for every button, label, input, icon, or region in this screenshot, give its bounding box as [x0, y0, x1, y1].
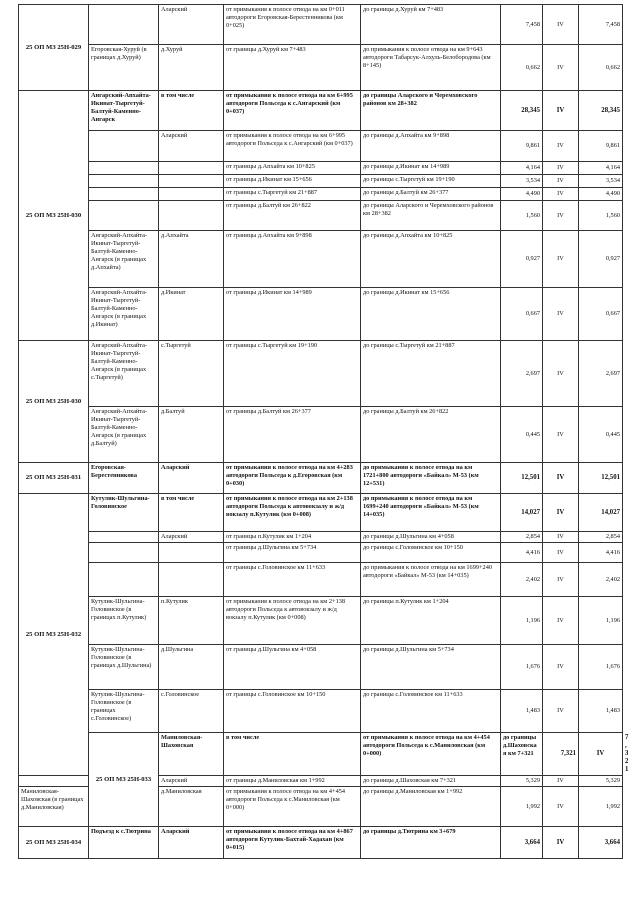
length-total-cell: 0,662	[579, 45, 623, 91]
district-cell: с.Головинское	[159, 690, 224, 733]
end-point-cell: до границы д.Шаховская км 7+321	[361, 776, 501, 787]
end-point-cell: до границы с.Тыргетуй км 21+887	[361, 341, 501, 407]
length-total-cell: 3,664	[579, 827, 623, 859]
length-total-cell: 0,927	[579, 231, 623, 288]
category-cell: IV	[543, 288, 579, 341]
district-cell: Аларский	[159, 463, 224, 494]
length-km-cell: 2,402	[501, 563, 543, 597]
table-row	[19, 45, 623, 91]
district-cell: Аларский	[159, 131, 224, 162]
road-name-cell: Ангарский-Апхайта-Икинат-Тыргетуй-Балтуй-Каменно-Ангарск (в границах д.Икинат)	[89, 288, 159, 341]
road-name-cell	[89, 175, 159, 188]
table-row	[19, 91, 623, 131]
category-cell: IV	[543, 407, 579, 463]
table-row	[19, 341, 623, 407]
road-code-cell: 25 ОП МЗ 25Н-033	[89, 733, 159, 827]
start-point-cell: от границы с.Головинское км 10+150	[224, 690, 361, 733]
length-total-cell: 0,445	[579, 407, 623, 463]
length-km-cell: 5,329	[501, 776, 543, 787]
district-cell: Аларский	[159, 532, 224, 543]
category-cell: IV	[543, 532, 579, 543]
length-total-cell: 1,992	[579, 787, 623, 827]
start-point-cell: от границы с.Тыргетуй км 19+190	[224, 341, 361, 407]
category-cell: IV	[543, 597, 579, 645]
road-name-cell: Ангарский-Апхайта-Икинат-Тыргетуй-Балтуй-Каменно-Ангарск (в границах с.Тыргетуй)	[89, 341, 159, 407]
category-cell: IV	[543, 91, 579, 131]
category-cell: IV	[543, 45, 579, 91]
table-row	[19, 543, 623, 563]
road-name-cell	[89, 543, 159, 563]
road-name-cell	[19, 776, 89, 787]
end-point-cell: до примыкания к полосе отвода на км 1721+800 автодороги «Байкал» М-53 (км 12+531)	[361, 463, 501, 494]
end-point-cell: до границы с.Головинское км 11+633	[361, 690, 501, 733]
table-row	[19, 690, 623, 733]
district-cell	[159, 543, 224, 563]
table-row	[19, 188, 623, 201]
table-row	[19, 532, 623, 543]
category-cell: IV	[543, 827, 579, 859]
end-point-cell: до границы д.Икинат км 14+989	[361, 162, 501, 175]
category-cell: IV	[543, 787, 579, 827]
road-name-cell: Кутулик-Шульгина-Головинское (в границах п.Кутулик)	[89, 597, 159, 645]
length-total-cell: 4,164	[579, 162, 623, 175]
road-code-cell: 25 ОП МЗ 25Н-030	[19, 91, 89, 341]
start-point-cell: от границы д.Маниловская км 1+992	[224, 776, 361, 787]
road-code-cell: 25 ОП МЗ 25Н-034	[19, 827, 89, 859]
start-point-cell: от примыкания к полосе отвода на км 4+283 автодороги Польседа к д.Егоровская (км 0+030)	[224, 463, 361, 494]
length-km-cell: 7,321	[543, 733, 579, 776]
table-row	[19, 162, 623, 175]
district-cell: п.Кутулик	[159, 597, 224, 645]
table-row	[19, 5, 623, 45]
end-point-cell: до границы Аларского и Черемховского районов км 28+382	[361, 91, 501, 131]
end-point-cell: до границы д.Апхайта км 10+825	[361, 231, 501, 288]
district-cell	[159, 175, 224, 188]
road-name-cell: Ангарский-Апхайта-Икинат-Тыргетуй-Балтуй-Каменно-Ангарск	[89, 91, 159, 131]
district-cell: Аларский	[159, 5, 224, 45]
district-cell	[159, 188, 224, 201]
table-row	[19, 175, 623, 188]
road-name-cell: Ангарский-Апхайта-Икинат-Тыргетуй-Балтуй-Каменно-Ангарск (в границах д.Апхайта)	[89, 231, 159, 288]
road-name-cell: Кутулик-Шульгина-Головинское (в границах с.Головинское)	[89, 690, 159, 733]
district-cell: Аларский	[159, 827, 224, 859]
district-cell: д.Икинат	[159, 288, 224, 341]
end-point-cell: до границы п.Кутулик км 1+204	[361, 597, 501, 645]
road-name-cell: Маниловская-Шаховская (в границах д.Маниловская)	[19, 787, 89, 827]
start-point-cell: от границы д.Шульгина км 5+734	[224, 543, 361, 563]
district-cell: в том числе	[224, 733, 361, 776]
road-name-cell: Кутулик-Шульгина-Головинское (в границах д.Шульгина)	[89, 645, 159, 690]
end-point-cell: до границы д.Балтуй км 26+377	[361, 188, 501, 201]
category-cell: IV	[543, 463, 579, 494]
start-point-cell: от примыкания к полосе отвода на км 2+138 автодороги Польседа к автовокзалу и ж/д вокзалу п.Кутулик (км 0+008)	[224, 597, 361, 645]
district-cell: с.Тыргетуй	[159, 341, 224, 407]
start-point-cell: от границы д.Икинат км 15+656	[224, 175, 361, 188]
district-cell: в том числе	[159, 91, 224, 131]
end-point-cell: до границы д.Шульгина км 5+734	[361, 645, 501, 690]
start-point-cell: от примыкания к полосе отвода на км 6+995 автодороги Польседа к с.Ангарский (км 0+037)	[224, 91, 361, 131]
table-row	[19, 494, 623, 532]
start-point-cell: от примыкания к полосе отвода на км 2+138 автодороги Польседа к автовокзалу и ж/д вокзалу п.Кутулик (км 0+008)	[224, 494, 361, 532]
length-km-cell: 3,534	[501, 175, 543, 188]
category-cell: IV	[543, 645, 579, 690]
length-km-cell: 4,164	[501, 162, 543, 175]
table-row	[19, 201, 623, 231]
length-km-cell: 1,676	[501, 645, 543, 690]
length-km-cell: 14,027	[501, 494, 543, 532]
table-row	[19, 231, 623, 288]
length-total-cell: 1,676	[579, 645, 623, 690]
start-point-cell: от примыкания к полосе отвода на км 6+995 автодороги Польседа к с.Ангарский (км 0+037)	[224, 131, 361, 162]
category-cell: IV	[543, 175, 579, 188]
road-name-cell	[89, 532, 159, 543]
length-km-cell: 2,697	[501, 341, 543, 407]
category-cell: IV	[543, 690, 579, 733]
district-cell: Аларский	[159, 776, 224, 787]
length-km-cell: 2,854	[501, 532, 543, 543]
road-name-cell: Егоровская-Берестенникова	[89, 463, 159, 494]
length-km-cell: 0,662	[501, 45, 543, 91]
length-total-cell: 4,490	[579, 188, 623, 201]
start-point-cell: от границы д.Апхайта км 9+898	[224, 231, 361, 288]
length-total-cell: 3,534	[579, 175, 623, 188]
category-cell: IV	[543, 341, 579, 407]
end-point-cell: до границы д.Балтуй км 26+822	[361, 407, 501, 463]
length-total-cell: 0,667	[579, 288, 623, 341]
table-row	[19, 827, 623, 859]
table-row: 25 ОП МЗ 25Н-033 Маниловская-Шаховская в том числе от примыкания к полосе отвода на км 4+454 автодороги Польседа к с.Маниловская (км 0+000) до границы д.Шаховская км 7+321 7,321 IV 7,321	[19, 733, 623, 776]
road-code-cell: 25 ОП МЗ 25Н-030	[19, 341, 89, 463]
start-point-cell: от границы д.Балтуй км 26+822	[224, 201, 361, 231]
road-name-cell	[89, 563, 159, 597]
end-point-cell: до примыкания к полосе отвода на км 1699+240 автодороги «Байкал» М-53 (км 14+035)	[361, 563, 501, 597]
start-point-cell: от границы д.Шульгина км 4+058	[224, 645, 361, 690]
road-name-cell	[89, 188, 159, 201]
category-cell: IV	[543, 776, 579, 787]
length-km-cell: 1,196	[501, 597, 543, 645]
district-cell: д.Балтуй	[159, 407, 224, 463]
district-cell: д.Хуруй	[159, 45, 224, 91]
category-cell: IV	[543, 131, 579, 162]
category-cell: IV	[543, 543, 579, 563]
start-point-cell: от примыкания к полосе отвода на км 4+454 автодороги Польседа к с.Маниловская (км 0+000)	[224, 787, 361, 827]
length-total-cell: 14,027	[579, 494, 623, 532]
road-name-cell: Ангарский-Апхайта-Икинат-Тыргетуй-Балтуй-Каменно-Ангарск (в границах д.Балтуй)	[89, 407, 159, 463]
start-point-cell: от границы д.Апхайта км 10+825	[224, 162, 361, 175]
length-km-cell: 9,861	[501, 131, 543, 162]
road-name-cell	[89, 162, 159, 175]
length-km-cell: 4,416	[501, 543, 543, 563]
category-cell: IV	[543, 162, 579, 175]
category-cell: IV	[543, 494, 579, 532]
length-km-cell: 28,345	[501, 91, 543, 131]
length-total-cell: 5,329	[579, 776, 623, 787]
length-km-cell: 0,927	[501, 231, 543, 288]
road-name-cell	[89, 131, 159, 162]
length-km-cell: 0,445	[501, 407, 543, 463]
length-total-cell: 1,196	[579, 597, 623, 645]
end-point-cell: до границы д.Тютрина км 3+679	[361, 827, 501, 859]
document-page	[18, 4, 629, 859]
length-total-cell: 1,483	[579, 690, 623, 733]
length-km-cell: 7,458	[501, 5, 543, 45]
start-point-cell: от примыкания к полосе отвода на км 0+011 автодороги Егоровская-Берестенникова (км 0+025)	[224, 5, 361, 45]
road-code-cell: 25 ОП МЗ 25Н-032	[19, 494, 89, 776]
district-cell	[159, 201, 224, 231]
length-total-cell: 2,697	[579, 341, 623, 407]
table-row	[19, 463, 623, 494]
start-point-cell: от границы с.Головинское км 11+633	[224, 563, 361, 597]
category-cell: IV	[543, 201, 579, 231]
district-cell	[159, 162, 224, 175]
length-total-cell: 4,416	[579, 543, 623, 563]
road-name-cell: Егоровская-Хуруй (в границах д.Хуруй)	[89, 45, 159, 91]
end-point-cell: до границы д.Икинат км 15+656	[361, 288, 501, 341]
table-row	[19, 645, 623, 690]
length-total-cell: 9,861	[579, 131, 623, 162]
table-row	[19, 597, 623, 645]
end-point-cell: до границы с.Головинское км 10+150	[361, 543, 501, 563]
district-cell: д.Шульгина	[159, 645, 224, 690]
category-cell: IV	[543, 231, 579, 288]
table-row	[19, 407, 623, 463]
end-point-cell: до границы Аларского и Черемховского районов км 28+382	[361, 201, 501, 231]
road-name-cell	[89, 201, 159, 231]
start-point-cell: от примыкания к полосе отвода на км 4+454 автодороги Польседа к с.Маниловская (км 0+000)	[361, 733, 501, 776]
roads-table	[18, 4, 629, 859]
district-cell: д.Апхайта	[159, 231, 224, 288]
start-point-cell: от границы п.Кутулик км 1+204	[224, 532, 361, 543]
length-total-cell: 2,402	[579, 563, 623, 597]
length-km-cell: 0,667	[501, 288, 543, 341]
road-name-cell: Подъезд к с.Тютрина	[89, 827, 159, 859]
category-cell: IV	[543, 5, 579, 45]
length-total-cell: 28,345	[579, 91, 623, 131]
end-point-cell: до примыкания к полосе отвода на км 1699+240 автодороги «Байкал» М-53 (км 14+035)	[361, 494, 501, 532]
length-km-cell: 1,483	[501, 690, 543, 733]
category-cell: IV	[543, 188, 579, 201]
length-km-cell: 3,664	[501, 827, 543, 859]
end-point-cell: до границы д.Апхайта км 9+898	[361, 131, 501, 162]
length-total-cell: 12,501	[579, 463, 623, 494]
length-total-cell: 7,458	[579, 5, 623, 45]
start-point-cell: от границы с.Тыргетуй км 21+887	[224, 188, 361, 201]
length-km-cell: 1,560	[501, 201, 543, 231]
district-cell	[159, 563, 224, 597]
end-point-cell: до границы д.Шульгина км 4+058	[361, 532, 501, 543]
start-point-cell: от примыкания к полосе отвода на км 4+867 автодороги Кутулик-Бахтай-Хадахан (км 0+015)	[224, 827, 361, 859]
end-point-cell: до границы с.Тыргетуй км 19+190	[361, 175, 501, 188]
road-name-cell	[89, 5, 159, 45]
end-point-cell: до границы д.Маниловская км 1+992	[361, 787, 501, 827]
length-km-cell: 1,992	[501, 787, 543, 827]
district-cell: д.Маниловская	[159, 787, 224, 827]
table-row	[19, 131, 623, 162]
table-row	[19, 288, 623, 341]
end-point-cell: до примыкания к полосе отвода на км 9+643 автодороги Табарсук-Алхуль-Белобородова (км 8+145)	[361, 45, 501, 91]
table-row	[19, 563, 623, 597]
start-point-cell: от границы д.Икинат км 14+989	[224, 288, 361, 341]
length-total-cell: 2,854	[579, 532, 623, 543]
road-name-cell: Кутулик-Шульгина-Головинское	[89, 494, 159, 532]
length-km-cell: 12,501	[501, 463, 543, 494]
category-cell: IV	[579, 733, 623, 776]
road-code-cell: 25 ОП МЗ 25Н-031	[19, 463, 89, 494]
end-point-cell: до границы д.Шаховская км 7+321	[501, 733, 543, 776]
road-code-cell: 25 ОП МЗ 25Н-029	[19, 5, 89, 91]
start-point-cell: от границы д.Балтуй км 26+377	[224, 407, 361, 463]
road-name-cell: Маниловская-Шаховская	[159, 733, 224, 776]
end-point-cell: до границы д.Хуруй км 7+483	[361, 5, 501, 45]
length-km-cell: 4,490	[501, 188, 543, 201]
start-point-cell: от границы д.Хуруй км 7+483	[224, 45, 361, 91]
category-cell: IV	[543, 563, 579, 597]
length-total-cell: 1,560	[579, 201, 623, 231]
district-cell: в том числе	[159, 494, 224, 532]
